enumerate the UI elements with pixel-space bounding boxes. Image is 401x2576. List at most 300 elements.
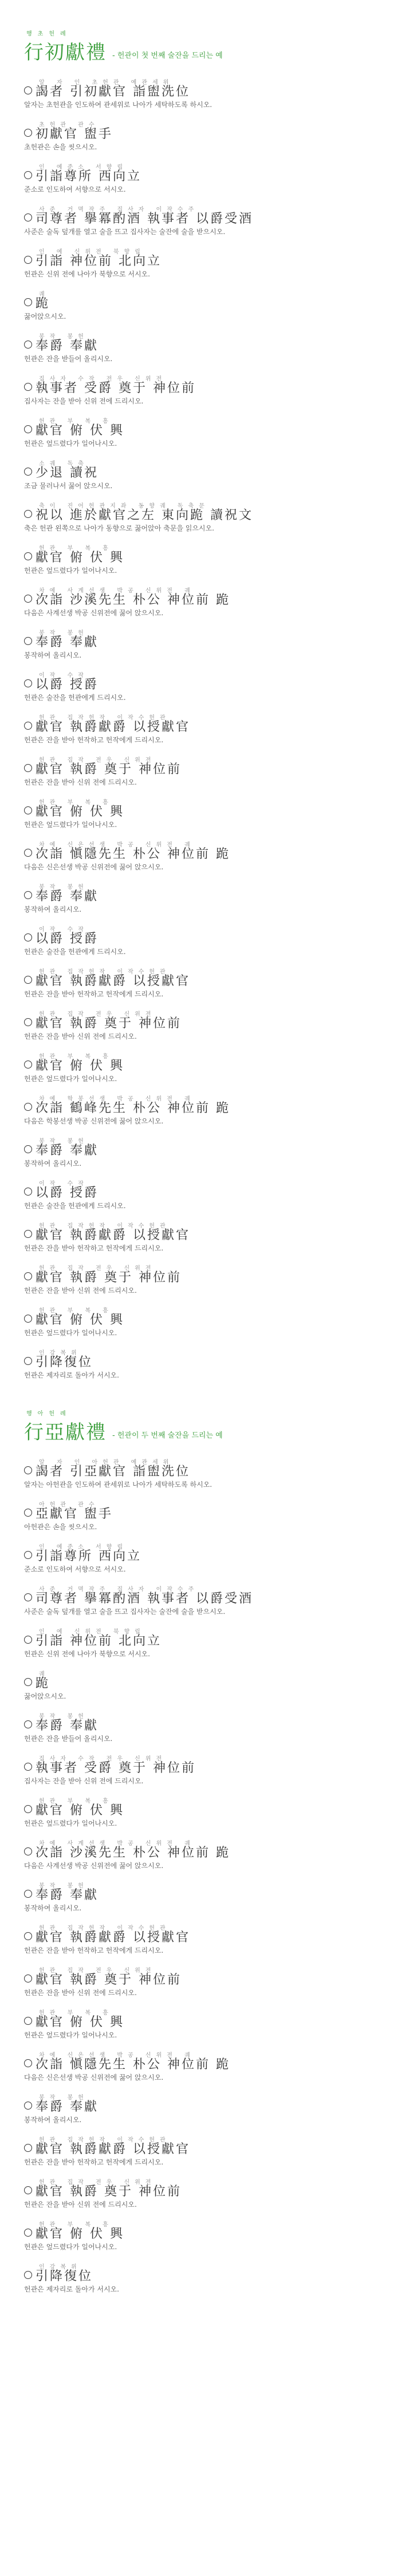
ritual-entry xyxy=(24,2008,401,2040)
entry-text: 獻官 俯 伏 興 xyxy=(36,424,124,438)
entry-text: 次詣 鶴峰先生 朴公 神位前 跪 xyxy=(36,1101,230,1115)
circle-bullet-icon xyxy=(24,891,32,899)
entry-gloss: 헌관은 엎드렸다가 일어나시오. xyxy=(24,2031,117,2039)
section-subtitle: - 헌관이 두 번째 술잔을 드리는 예 xyxy=(112,1431,223,1440)
entry-line xyxy=(24,1464,401,1480)
entry-ruby: 헌관 집작헌작 이작수헌관 xyxy=(39,2137,171,2143)
entry-text: 亞獻官 盥手 xyxy=(36,1507,113,1521)
circle-bullet-icon xyxy=(24,933,32,941)
circle-bullet-icon xyxy=(24,976,32,984)
entry-text: 奉爵 奉獻 xyxy=(36,1143,99,1158)
circle-bullet-icon xyxy=(24,2271,32,2279)
entry-text: 以爵 授爵 xyxy=(36,932,99,946)
circle-bullet-icon xyxy=(24,1018,32,1026)
entry-line xyxy=(24,254,401,270)
circle-bullet-icon xyxy=(24,171,32,179)
ritual-entry xyxy=(24,670,401,702)
entry-text: 獻官 俯 伏 興 xyxy=(36,805,124,819)
section-header-initial-offering xyxy=(24,31,401,65)
entry-ruby: 헌관 부 복 흥 xyxy=(39,418,113,425)
entry-ruby: 궤 xyxy=(39,291,50,298)
entry-line xyxy=(24,1549,401,1565)
circle-bullet-icon xyxy=(24,1103,32,1111)
ritual-entry xyxy=(24,2262,401,2294)
circle-bullet-icon xyxy=(24,679,32,687)
entry-ruby: 인강복위 xyxy=(39,1350,82,1356)
entry-ruby: 헌관 집작헌작 이작수헌관 xyxy=(39,1925,171,1932)
circle-bullet-icon xyxy=(24,552,32,560)
entry-line xyxy=(24,1058,401,1074)
entry-gloss: 헌관은 엎드렸다가 일어나시오. xyxy=(24,567,117,575)
circle-bullet-icon xyxy=(24,86,32,94)
entry-line xyxy=(24,762,401,778)
ritual-entry xyxy=(24,1838,401,1870)
ritual-entry xyxy=(24,289,401,321)
circle-bullet-icon xyxy=(24,1466,32,1474)
ritual-entry xyxy=(24,1263,401,1295)
entry-gloss: 축은 헌관 왼쪽으로 나아가 동향으로 꿇어앉아 축문을 읽으시오. xyxy=(24,524,214,532)
circle-bullet-icon xyxy=(24,1357,32,1365)
entry-ruby: 이작 수작 xyxy=(39,927,89,933)
entry-text: 獻官 俯 伏 興 xyxy=(36,551,124,565)
entry-ruby: 축이 진어헌관지좌 동향궤 독축문 xyxy=(39,503,210,509)
ritual-entry xyxy=(24,882,401,914)
entry-line xyxy=(24,1143,401,1159)
entry-gloss: 헌관은 엎드렸다가 일어나시오. xyxy=(24,2243,117,2251)
entry-gloss: 집사자는 잔을 받아 신위 전에 드리시오. xyxy=(24,397,144,405)
section-title xyxy=(24,31,107,65)
entry-line xyxy=(24,2184,401,2200)
entry-ruby: 헌관 부 복 흥 xyxy=(39,2222,113,2228)
circle-bullet-icon xyxy=(24,2229,32,2237)
ritual-entry xyxy=(24,331,401,363)
entry-text: 次詣 沙溪先生 朴公 神位前 跪 xyxy=(36,1846,230,1860)
entry-line xyxy=(24,1760,401,1776)
entry-text: 次詣 沙溪先生 朴公 神位前 跪 xyxy=(36,593,230,607)
circle-bullet-icon xyxy=(24,1188,32,1196)
entry-gloss: 알자는 초헌관을 인도하여 관세위로 나아가 세탁하도록 하시오. xyxy=(24,101,213,109)
circle-bullet-icon xyxy=(24,2059,32,2067)
entry-ruby: 헌관 집작 전우 신위전 xyxy=(39,1011,156,1018)
ritual-entry xyxy=(24,1923,401,1955)
entry-line xyxy=(24,2057,401,2073)
entry-text: 謁者 引初獻官 詣盥洗位 xyxy=(36,85,190,99)
entry-line xyxy=(24,2142,401,2158)
entry-gloss: 헌관은 잔을 받들어 올리시오. xyxy=(24,1735,113,1743)
ritual-entry xyxy=(24,120,401,152)
entry-ruby: 봉작 봉헌 xyxy=(39,1138,89,1145)
entry-gloss: 봉작하여 올리시오. xyxy=(24,1160,82,1168)
entry-gloss: 준소로 인도하여 서향으로 서시오. xyxy=(24,1565,126,1573)
entry-gloss: 헌관은 잔을 받아 신위 전에 드리시오. xyxy=(24,778,137,786)
entry-text: 引詣 神位前 北向立 xyxy=(36,254,162,268)
entry-text: 奉爵 奉獻 xyxy=(36,2100,99,2114)
entry-ruby: 봉작 봉헌 xyxy=(39,1883,89,1889)
ritual-entry xyxy=(24,77,401,109)
ritual-entry xyxy=(24,2177,401,2209)
circle-bullet-icon xyxy=(24,806,32,814)
ritual-entry xyxy=(24,585,401,618)
entry-text: 祝以 進於獻官之左 東向跪 讀祝文 xyxy=(36,508,253,523)
entry-text: 引降復位 xyxy=(36,1355,93,1370)
entry-ruby: 차예 신은선생 박공 신위전 궤 xyxy=(39,2052,195,2059)
entry-text: 以爵 授爵 xyxy=(36,678,99,692)
circle-bullet-icon xyxy=(24,849,32,857)
circle-bullet-icon xyxy=(24,1763,32,1771)
entry-gloss: 헌관은 제자리로 돌아가 서시오. xyxy=(24,2285,119,2293)
entry-gloss: 헌관은 잔을 받아 신위 전에 드리시오. xyxy=(24,1287,137,1295)
ritual-entry xyxy=(24,416,401,448)
entry-gloss: 헌관은 잔을 받아 헌작하고 헌작에게 드리시오. xyxy=(24,736,164,744)
entry-line xyxy=(24,846,401,862)
entry-gloss: 헌관은 술잔을 헌관에게 드리시오. xyxy=(24,1202,126,1210)
section-title-ruby: 행아헌례 xyxy=(26,1411,72,1417)
ritual-entry xyxy=(24,374,401,406)
entry-line xyxy=(24,1506,401,1522)
entry-ruby: 집사자 수작 전우 신위전 xyxy=(39,1756,167,1762)
entry-line xyxy=(24,2226,401,2242)
entry-ruby: 헌관 집작헌작 이작수헌관 xyxy=(39,1223,171,1229)
ritual-entry xyxy=(24,1754,401,1786)
entry-ruby: 헌관 집작 전우 신위전 xyxy=(39,2179,156,2186)
entry-text: 奉爵 奉獻 xyxy=(36,889,99,904)
ritual-entry xyxy=(24,1669,401,1701)
entry-ruby: 봉작 봉헌 xyxy=(39,334,89,340)
ritual-entry xyxy=(24,501,401,533)
entry-text: 獻官 執爵獻爵 以授獻官 xyxy=(36,2142,190,2156)
ritual-entry xyxy=(24,247,401,279)
ritual-entry xyxy=(24,967,401,999)
entry-ruby: 인강복위 xyxy=(39,2264,82,2270)
entry-text: 獻官 執爵 奠于 神位前 xyxy=(36,1016,182,1031)
entry-gloss: 헌관은 엎드렸다가 일어나시오. xyxy=(24,1075,117,1083)
ritual-entry xyxy=(24,628,401,660)
circle-bullet-icon xyxy=(24,1061,32,1069)
entry-line xyxy=(24,1270,401,1286)
circle-bullet-icon xyxy=(24,341,32,349)
entry-gloss: 봉작하여 올리시오. xyxy=(24,1904,82,1912)
entry-line xyxy=(24,635,401,651)
entry-line xyxy=(24,719,401,735)
circle-bullet-icon xyxy=(24,1145,32,1153)
entry-ruby: 헌관 부 복 흥 xyxy=(39,800,113,806)
circle-bullet-icon xyxy=(24,1636,32,1644)
ritual-entry xyxy=(24,1627,401,1659)
entry-line xyxy=(24,423,401,439)
entry-gloss: 헌관은 잔을 받아 헌작하고 헌작에게 드리시오. xyxy=(24,1244,164,1252)
entry-gloss: 다음은 신은선생 박공 신위전에 꿇어 앉으시오. xyxy=(24,863,164,871)
entry-line xyxy=(24,169,401,185)
ritual-entry xyxy=(24,2219,401,2251)
entry-gloss: 꿇어앉으시오. xyxy=(24,1692,66,1700)
entry-line xyxy=(24,211,401,227)
circle-bullet-icon xyxy=(24,2017,32,2025)
ritual-entry xyxy=(24,204,401,236)
entry-gloss: 알자는 아헌관을 인도하여 관세위로 나아가 세탁하도록 하시오. xyxy=(24,1481,213,1489)
entry-gloss: 사준은 술독 덮개를 열고 술을 뜨고 집사자는 술잔에 술을 받으시오. xyxy=(24,228,226,236)
ritual-entry xyxy=(24,1542,401,1574)
entry-gloss: 다음은 학봉선생 박공 신위전에 꿇어 앉으시오. xyxy=(24,1117,164,1125)
circle-bullet-icon xyxy=(24,1974,32,1983)
entry-text: 奉爵 奉獻 xyxy=(36,635,99,650)
entry-line xyxy=(24,550,401,566)
entry-ruby: 헌관 집작 전우 신위전 xyxy=(39,1968,156,1974)
entry-gloss: 헌관은 잔을 받아 헌작하고 헌작에게 드리시오. xyxy=(24,990,164,998)
entry-gloss: 다음은 사계선생 박공 신위전에 꿇어 앉으시오. xyxy=(24,609,164,617)
entry-gloss: 준소로 인도하여 서향으로 서시오. xyxy=(24,185,126,193)
circle-bullet-icon xyxy=(24,1230,32,1238)
circle-bullet-icon xyxy=(24,1720,32,1728)
entry-text: 引詣 神位前 北向立 xyxy=(36,1634,162,1648)
entry-text: 獻官 執爵 奠于 神位前 xyxy=(36,1271,182,1285)
circle-bullet-icon xyxy=(24,2186,32,2194)
entry-ruby: 헌관 부 복 흥 xyxy=(39,1798,113,1805)
section-title xyxy=(24,1411,107,1445)
entry-text: 獻官 俯 伏 興 xyxy=(36,2015,124,2029)
ritual-entry xyxy=(24,1796,401,1828)
entry-ruby: 아헌관 관수 xyxy=(39,1502,100,1508)
ritual-entry xyxy=(24,1094,401,1126)
entry-line xyxy=(24,508,401,524)
entry-ruby: 궤 xyxy=(39,1671,50,1677)
entry-gloss: 헌관은 잔을 받아 신위 전에 드리시오. xyxy=(24,2201,137,2209)
circle-bullet-icon xyxy=(24,1890,32,1898)
entry-text: 奉爵 奉獻 xyxy=(36,1888,99,1902)
circle-bullet-icon xyxy=(24,1847,32,1855)
entry-gloss: 헌관은 엎드렸다가 일어나시오. xyxy=(24,440,117,448)
entry-gloss: 헌관은 신위 전에 나아가 북향으로 서시오. xyxy=(24,270,150,278)
entry-text: 獻官 俯 伏 興 xyxy=(36,1313,124,1327)
entry-gloss: 헌관은 잔을 받들어 올리시오. xyxy=(24,355,113,363)
circle-bullet-icon xyxy=(24,1272,32,1280)
entry-text: 引降復位 xyxy=(36,2269,93,2284)
entry-gloss: 헌관은 잔을 받아 헌작하고 헌작에게 드리시오. xyxy=(24,1946,164,1954)
entry-line xyxy=(24,465,401,481)
section-title-ruby: 행초헌례 xyxy=(26,31,72,37)
circle-bullet-icon xyxy=(24,764,32,772)
entry-line xyxy=(24,2015,401,2031)
ritual-entry xyxy=(24,1051,401,1083)
entry-ruby: 차예 사계선생 박공 신위전 궤 xyxy=(39,1841,195,1847)
ritual-entry xyxy=(24,1711,401,1743)
ritual-entry xyxy=(24,797,401,829)
ritual-entry xyxy=(24,755,401,787)
entry-ruby: 헌관 부 복 흥 xyxy=(39,545,113,552)
entry-line xyxy=(24,1930,401,1946)
entry-text: 獻官 執爵獻爵 以授獻官 xyxy=(36,1930,190,1945)
circle-bullet-icon xyxy=(24,2144,32,2152)
entry-text: 跪 xyxy=(36,1676,50,1691)
entry-line xyxy=(24,1803,401,1819)
entry-text: 獻官 俯 伏 興 xyxy=(36,2227,124,2241)
entry-gloss: 헌관은 술잔을 헌관에게 드리시오. xyxy=(24,694,126,702)
entry-text: 獻官 執爵 奠于 神位前 xyxy=(36,1973,182,1987)
entry-ruby: 헌관 집작 전우 신위전 xyxy=(39,1265,156,1272)
circle-bullet-icon xyxy=(24,1551,32,1559)
entry-gloss: 헌관은 술잔을 헌관에게 드리시오. xyxy=(24,948,126,956)
entry-gloss: 헌관은 엎드렸다가 일어나시오. xyxy=(24,1819,117,1827)
entry-gloss: 다음은 사계선생 박공 신위전에 꿇어 앉으시오. xyxy=(24,1862,164,1870)
circle-bullet-icon xyxy=(24,510,32,518)
entry-ruby: 초헌관 관수 xyxy=(39,122,100,128)
ritual-entry xyxy=(24,1305,401,1338)
entry-line xyxy=(24,889,401,905)
section-title-text: 行亞獻禮 xyxy=(24,1421,107,1444)
entry-line xyxy=(24,931,401,947)
section-subtitle: - 헌관이 첫 번째 술잔을 드리는 예 xyxy=(112,52,223,60)
entry-text: 獻官 執爵 奠于 神位前 xyxy=(36,2185,182,2199)
entry-text: 司尊者 擧冪酌酒 執事者 以爵受酒 xyxy=(36,1592,253,1606)
entry-text: 獻官 執爵獻爵 以授獻官 xyxy=(36,1228,190,1243)
entry-gloss: 헌관은 엎드렸다가 일어나시오. xyxy=(24,821,117,829)
entry-gloss: 봉작하여 올리시오. xyxy=(24,2116,82,2124)
ritual-entry xyxy=(24,1965,401,1997)
entry-ruby: 차예 학봉선생 박공 신위전 궤 xyxy=(39,1096,195,1102)
ritual-entry xyxy=(24,924,401,956)
entry-gloss: 초헌관은 손을 씻으시오. xyxy=(24,143,97,151)
entry-ruby: 봉작 봉헌 xyxy=(39,884,89,891)
entry-line xyxy=(24,974,401,990)
circle-bullet-icon xyxy=(24,468,32,476)
entry-gloss: 꿇어앉으시오. xyxy=(24,312,66,320)
entry-ruby: 헌관 집작헌작 이작수헌관 xyxy=(39,969,171,975)
entry-ruby: 헌관 부 복 흥 xyxy=(39,1308,113,1314)
ritual-entry xyxy=(24,1136,401,1168)
ritual-entry xyxy=(24,1881,401,1913)
entry-gloss: 아헌관은 손을 씻으시오. xyxy=(24,1523,97,1531)
entry-ruby: 인 예준소 서향립 xyxy=(39,1544,128,1550)
entry-ruby: 인 예 신위전 북향립 xyxy=(39,1629,146,1635)
entry-line xyxy=(24,1016,401,1032)
entry-ruby: 소궤 독축 xyxy=(39,461,89,467)
ritual-entry xyxy=(24,1499,401,1532)
circle-bullet-icon xyxy=(24,1805,32,1813)
entry-gloss: 집사자는 잔을 받아 신위 전에 드리시오. xyxy=(24,1777,144,1785)
circle-bullet-icon xyxy=(24,595,32,603)
ritual-entry xyxy=(24,2135,401,2167)
entry-text: 獻官 執爵獻爵 以授獻官 xyxy=(36,974,190,988)
section-title-text: 行初獻禮 xyxy=(24,41,107,64)
ritual-entry xyxy=(24,713,401,745)
circle-bullet-icon xyxy=(24,129,32,137)
entry-line xyxy=(24,1312,401,1328)
entry-gloss: 다음은 신은선생 박공 신위전에 꿇어 앉으시오. xyxy=(24,2074,164,2082)
ritual-entry xyxy=(24,1178,401,1210)
circle-bullet-icon xyxy=(24,2102,32,2110)
entry-line xyxy=(24,2099,401,2115)
entry-text: 獻官 執爵 奠于 神位前 xyxy=(36,762,182,777)
circle-bullet-icon xyxy=(24,256,32,264)
entry-line xyxy=(24,338,401,354)
entry-gloss: 사준은 술독 덮개를 열고 술을 뜨고 집사자는 술잔에 술을 받으시오. xyxy=(24,1608,226,1616)
entry-ruby: 알 자 인 아헌관 예관세위 xyxy=(39,1459,174,1466)
entry-gloss: 헌관은 잔을 받아 신위 전에 드리시오. xyxy=(24,1989,137,1997)
circle-bullet-icon xyxy=(24,1678,32,1686)
entry-line xyxy=(24,592,401,608)
circle-bullet-icon xyxy=(24,1509,32,1517)
entry-line xyxy=(24,84,401,100)
ritual-entry xyxy=(24,1584,401,1616)
entry-text: 引詣尊所 西向立 xyxy=(36,169,141,184)
circle-bullet-icon xyxy=(24,637,32,645)
entry-ruby: 사준 거멱작주 집사자 이작수주 xyxy=(39,1586,199,1593)
entry-text: 以爵 授爵 xyxy=(36,1186,99,1200)
entry-line xyxy=(24,1972,401,1988)
section-header-second-offering xyxy=(24,1411,401,1445)
entry-line xyxy=(24,1888,401,1904)
entry-ruby: 봉작 봉헌 xyxy=(39,2095,89,2101)
entry-gloss: 헌관은 신위 전에 나아가 북향으로 서시오. xyxy=(24,1650,150,1658)
ritual-entry xyxy=(24,1348,401,1380)
entry-text: 跪 xyxy=(36,296,50,311)
entry-ruby: 헌관 부 복 흥 xyxy=(39,2010,113,2016)
ritual-entry xyxy=(24,458,401,490)
ritual-entry xyxy=(24,1221,401,1253)
entry-text: 獻官 執爵獻爵 以授獻官 xyxy=(36,720,190,734)
entry-line xyxy=(24,296,401,312)
entry-ruby: 헌관 집작 전우 신위전 xyxy=(39,757,156,763)
entry-line xyxy=(24,677,401,693)
entry-text: 次詣 愼隱先生 朴公 神位前 跪 xyxy=(36,2057,230,2072)
entry-gloss: 헌관은 잔을 받아 헌작하고 헌작에게 드리시오. xyxy=(24,2158,164,2166)
entry-line xyxy=(24,1185,401,1201)
entry-gloss: 헌관은 잔을 받아 신위 전에 드리시오. xyxy=(24,1032,137,1040)
circle-bullet-icon xyxy=(24,383,32,391)
entry-ruby: 집사자 수작 전우 신위전 xyxy=(39,376,167,382)
circle-bullet-icon xyxy=(24,722,32,730)
circle-bullet-icon xyxy=(24,1593,32,1601)
entries-list-initial-offering xyxy=(0,77,401,1380)
entry-ruby: 사준 거멱작주 집사자 이작수주 xyxy=(39,207,199,213)
entry-ruby: 이작 수작 xyxy=(39,1181,89,1187)
entry-text: 少退 讀祝 xyxy=(36,466,99,480)
entry-text: 奉爵 奉獻 xyxy=(36,339,99,353)
entry-ruby: 봉작 봉헌 xyxy=(39,1714,89,1720)
entry-text: 初獻官 盥手 xyxy=(36,127,113,141)
ritual-entry xyxy=(24,2050,401,2082)
entry-gloss: 봉작하여 올리시오. xyxy=(24,651,82,659)
entry-line xyxy=(24,381,401,397)
ritual-entry xyxy=(24,1009,401,1041)
entry-ruby: 이작 수작 xyxy=(39,672,89,679)
entry-line xyxy=(24,1633,401,1649)
entry-line xyxy=(24,1228,401,1244)
entry-line xyxy=(24,1676,401,1692)
entry-text: 執事者 受爵 奠于 神位前 xyxy=(36,381,196,395)
entry-text: 執事者 受爵 奠于 神位前 xyxy=(36,1761,196,1775)
ritual-entry xyxy=(24,2092,401,2124)
entry-ruby: 차예 신은선생 박공 신위전 궤 xyxy=(39,842,195,848)
entry-gloss: 조금 물러나서 꿇어 앉으시오. xyxy=(24,482,113,490)
entry-gloss: 헌관은 엎드렸다가 일어나시오. xyxy=(24,1329,117,1337)
entry-ruby: 봉작 봉헌 xyxy=(39,630,89,636)
entry-ruby: 인 예준소 서향립 xyxy=(39,164,128,171)
entry-text: 次詣 愼隱先生 朴公 神位前 跪 xyxy=(36,847,230,861)
entry-gloss: 헌관은 제자리로 돌아가 서시오. xyxy=(24,1371,119,1379)
entry-ruby: 알 자 인 초헌관 예관세위 xyxy=(39,80,174,86)
entry-text: 獻官 俯 伏 興 xyxy=(36,1059,124,1073)
circle-bullet-icon xyxy=(24,213,32,221)
circle-bullet-icon xyxy=(24,1932,32,1940)
ritual-entry xyxy=(24,162,401,194)
circle-bullet-icon xyxy=(24,298,32,306)
entry-line xyxy=(24,1845,401,1861)
circle-bullet-icon xyxy=(24,425,32,433)
entry-ruby: 인 예 신위전 북향립 xyxy=(39,249,146,255)
entry-line xyxy=(24,1591,401,1607)
entry-line xyxy=(24,1355,401,1371)
ritual-entry xyxy=(24,840,401,872)
